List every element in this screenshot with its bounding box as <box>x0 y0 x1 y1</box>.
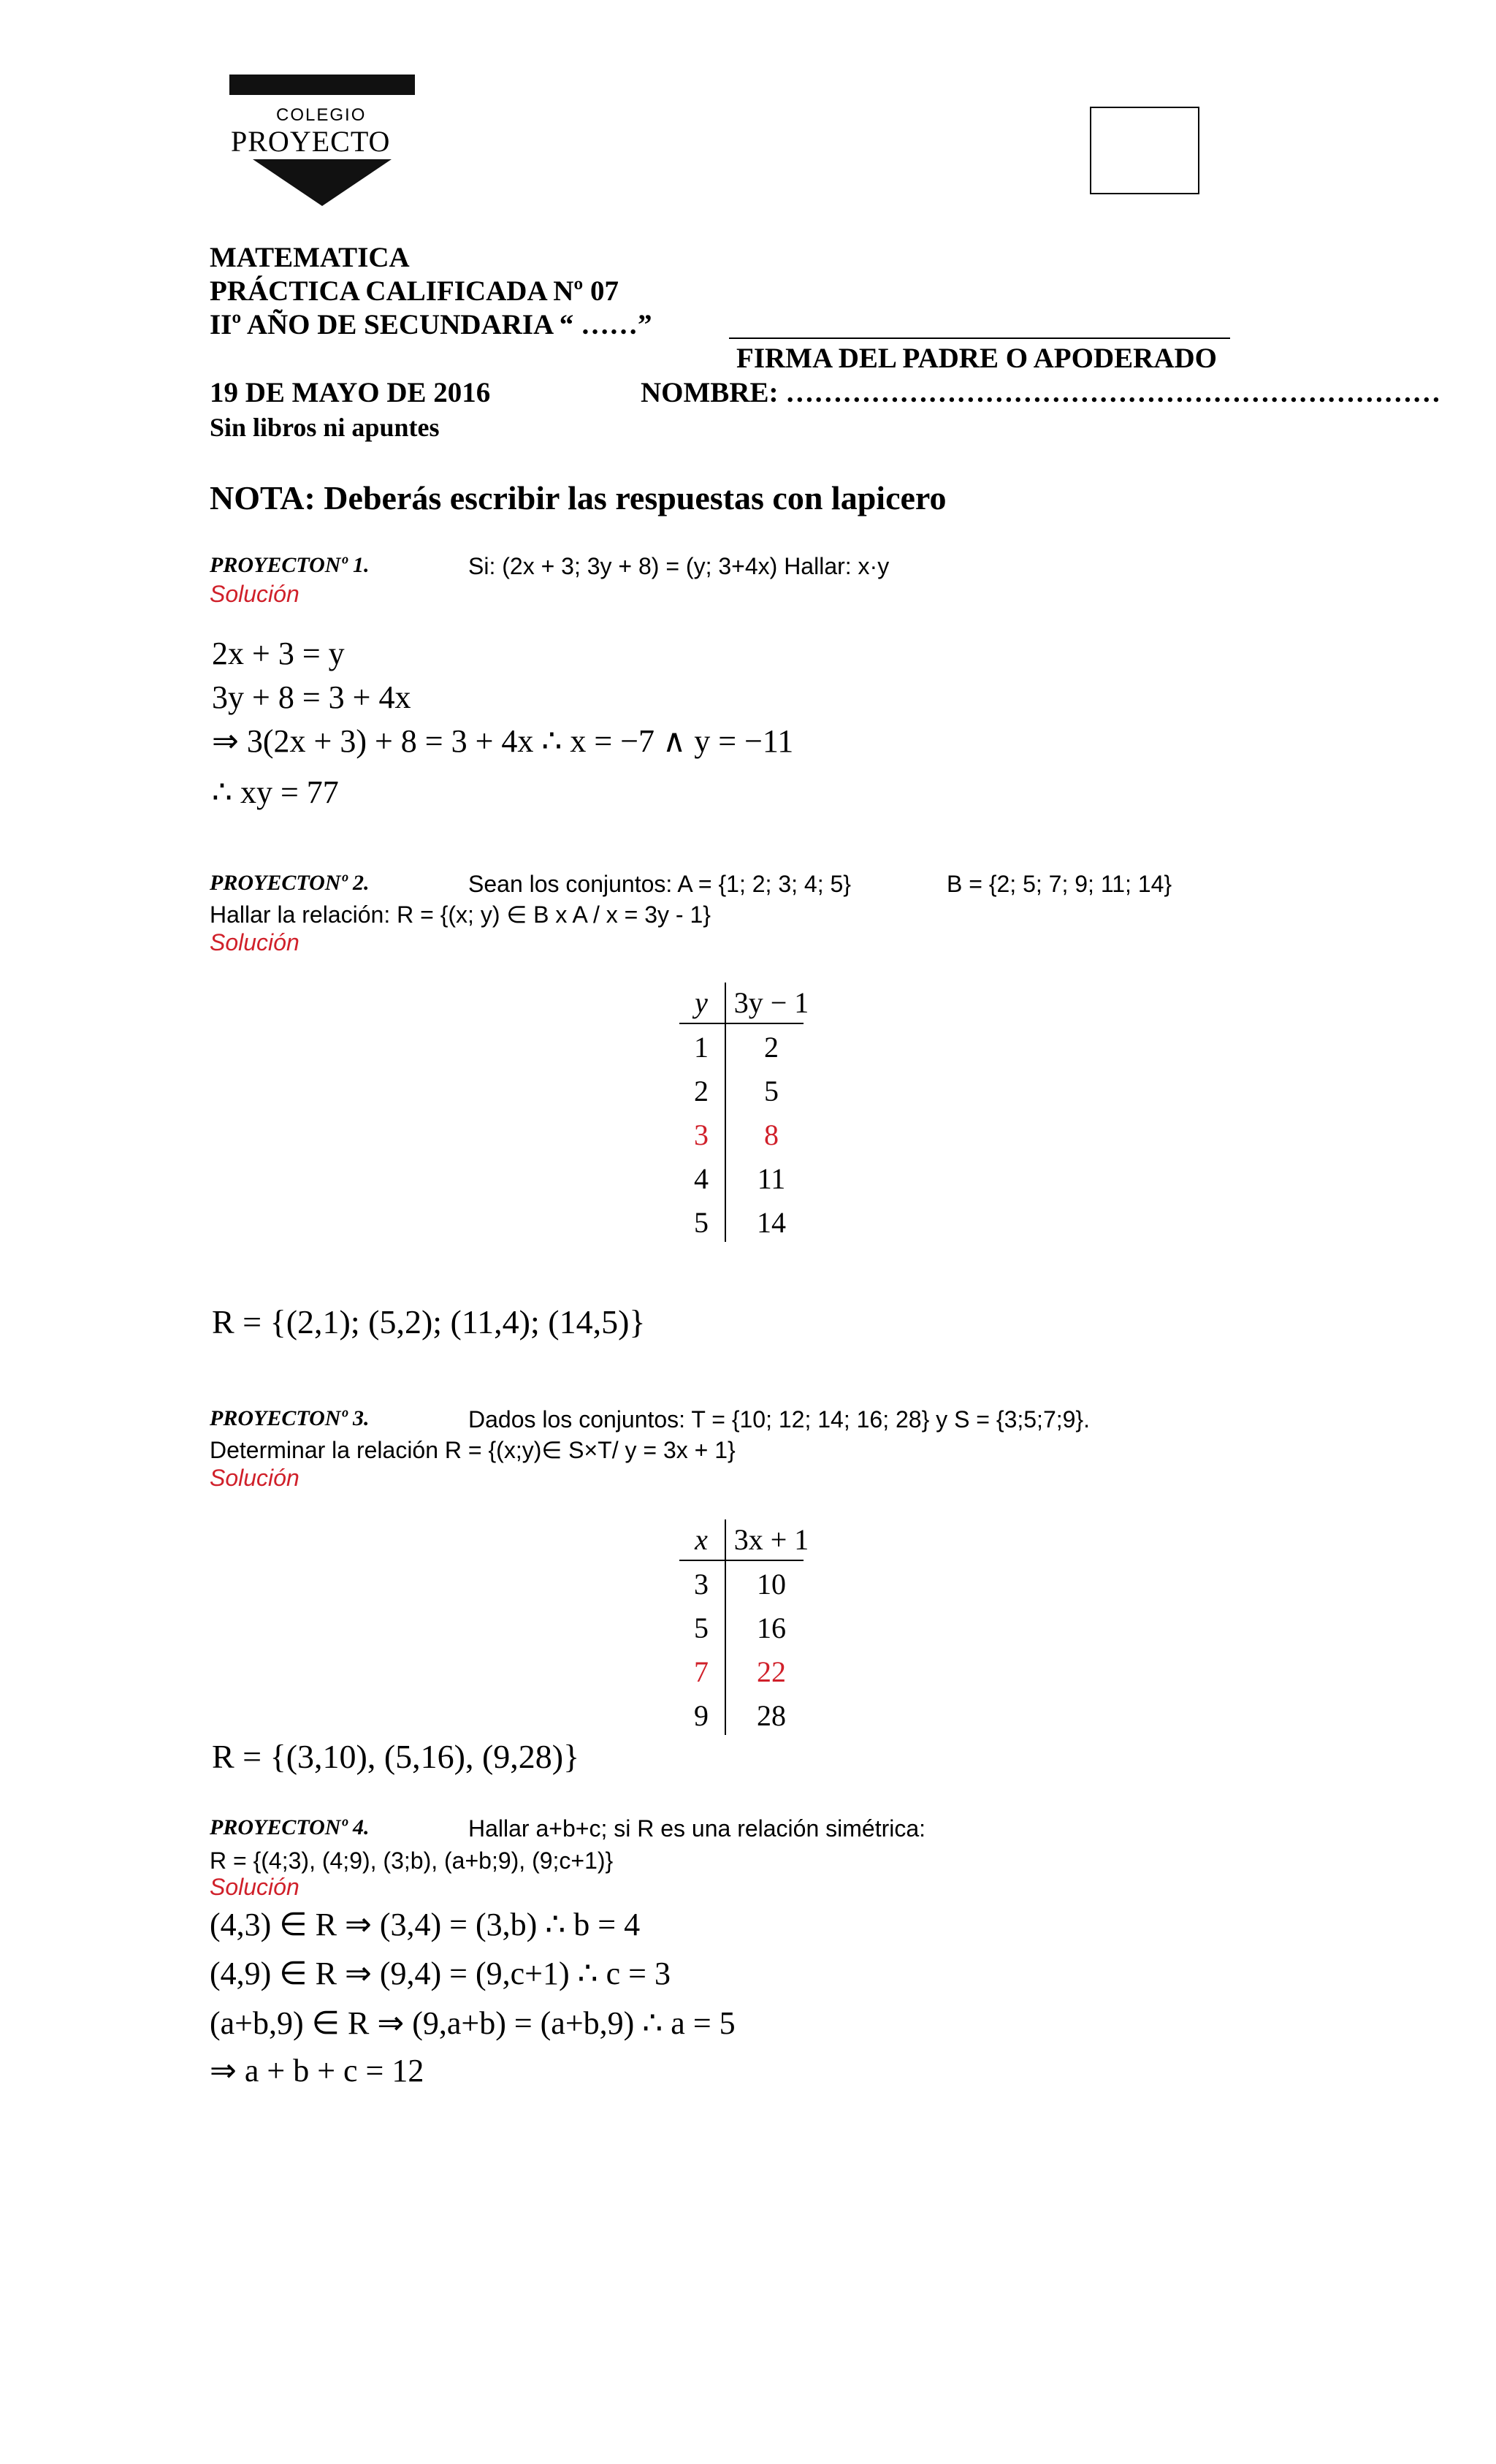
p1-line-2: 3y + 8 = 3 + 4x <box>212 679 411 715</box>
signature-line <box>729 337 1230 339</box>
school-logo <box>224 73 421 208</box>
p3-cell-r4-c2: 28 <box>757 1699 786 1732</box>
p4-line-1: (4,3) ∈ R ⇒ (3,4) = (3,b) ∴ b = 4 <box>210 1907 641 1942</box>
subject-title: MATEMATICA <box>210 242 410 273</box>
p3-values-table <box>679 1519 833 1735</box>
problem-3-statement-b: Determinar la relación R = {(x;y)∈ S×T/ y = 3x + 1} <box>210 1437 736 1463</box>
p2-head-expr: 3y − 1 <box>733 986 809 1019</box>
problem-3-tag: PROYECTONº 3. <box>210 1406 370 1430</box>
exam-date: 19 DE MAYO DE 2016 <box>210 377 491 408</box>
p2-cell-r5-c1: 5 <box>694 1206 709 1239</box>
p2-cell-r1-c2: 2 <box>764 1031 779 1064</box>
p3-cell-r3-c2: 22 <box>757 1655 786 1688</box>
p4-line-4: ⇒ a + b + c = 12 <box>210 2053 424 2089</box>
pen-note: NOTA: Deberás escribir las respuestas con lapicero <box>210 479 947 516</box>
problem-4-statement-b: R = {(4;3), (4;9), (3;b), (a+b;9), (9;c+1)} <box>210 1847 614 1874</box>
p2-head-y: y <box>695 986 708 1019</box>
problem-4-statement-a: Hallar a+b+c; si R es una relación simétrica: <box>468 1815 926 1842</box>
p2-cell-r3-c2: 8 <box>764 1118 779 1151</box>
problem-4-solution-label: Solución <box>210 1874 299 1900</box>
name-field: NOMBRE: …………………………………………………………… <box>641 377 1441 408</box>
p1-line-1: 2x + 3 = y <box>212 636 345 671</box>
practice-title: PRÁCTICA CALIFICADA Nº 07 <box>210 275 619 307</box>
p2-cell-r4-c2: 11 <box>757 1162 786 1195</box>
problem-2-statement-a: Sean los conjuntos: A = {1; 2; 3; 4; 5} <box>468 871 851 897</box>
logo-line1: COLEGIO <box>276 105 367 125</box>
p3-head-x: x <box>695 1523 708 1556</box>
problem-3-solution-label: Solución <box>210 1465 299 1491</box>
p3-head-expr: 3x + 1 <box>733 1523 809 1556</box>
p1-line-3: ⇒ 3(2x + 3) + 8 = 3 + 4x ∴ x = −7 ∧ y = −11 <box>212 723 794 759</box>
p3-cell-r4-c1: 9 <box>694 1699 709 1732</box>
signature-label: FIRMA DEL PADRE O APODERADO <box>736 343 1217 374</box>
grade-box <box>1090 107 1199 194</box>
problem-1-solution-label: Solución <box>210 581 299 607</box>
p2-cell-r4-c1: 4 <box>694 1162 709 1195</box>
p3-cell-r3-c1: 7 <box>694 1655 709 1688</box>
p2-result: R = {(2,1); (5,2); (11,4); (14,5)} <box>212 1303 646 1340</box>
problem-3-statement-a: Dados los conjuntos: T = {10; 12; 14; 16; 28} y S = {3;5;7;9}. <box>468 1406 1090 1433</box>
p2-cell-r5-c2: 14 <box>757 1206 786 1239</box>
p4-line-3: (a+b,9) ∈ R ⇒ (9,a+b) = (a+b,9) ∴ a = 5 <box>210 2005 736 2041</box>
problem-4-tag: PROYECTONº 4. <box>210 1815 370 1839</box>
p1-line-4: ∴ xy = 77 <box>212 774 339 810</box>
p4-line-2: (4,9) ∈ R ⇒ (9,4) = (9,c+1) ∴ c = 3 <box>210 1956 671 1991</box>
problem-2-statement-b: B = {2; 5; 7; 9; 11; 14} <box>947 871 1172 897</box>
p3-cell-r1-c2: 10 <box>757 1568 786 1601</box>
problem-2-statement-c: Hallar la relación: R = {(x; y) ∈ B x A / x = 3y - 1} <box>210 901 711 928</box>
no-books-note: Sin libros ni apuntes <box>210 413 440 442</box>
p2-cell-r2-c2: 5 <box>764 1075 779 1107</box>
p3-cell-r2-c1: 5 <box>694 1611 709 1644</box>
p2-cell-r3-c1: 3 <box>694 1118 709 1151</box>
logo-line2: PROYECTO <box>231 125 391 158</box>
problem-2-tag: PROYECTONº 2. <box>210 871 370 895</box>
p3-result: R = {(3,10), (5,16), (9,28)} <box>212 1738 580 1775</box>
problem-1-statement: Si: (2x + 3; 3y + 8) = (y; 3+4x) Hallar: x·y <box>468 553 890 579</box>
p2-values-table <box>679 983 833 1242</box>
p3-cell-r2-c2: 16 <box>757 1611 786 1644</box>
p3-cell-r1-c1: 3 <box>694 1568 709 1601</box>
grade-title: IIº AÑO DE SECUNDARIA “ ……” <box>210 309 652 340</box>
p2-cell-r2-c1: 2 <box>694 1075 709 1107</box>
p2-cell-r1-c1: 1 <box>694 1031 709 1064</box>
problem-1-tag: PROYECTONº 1. <box>210 553 370 577</box>
problem-2-solution-label: Solución <box>210 929 299 956</box>
